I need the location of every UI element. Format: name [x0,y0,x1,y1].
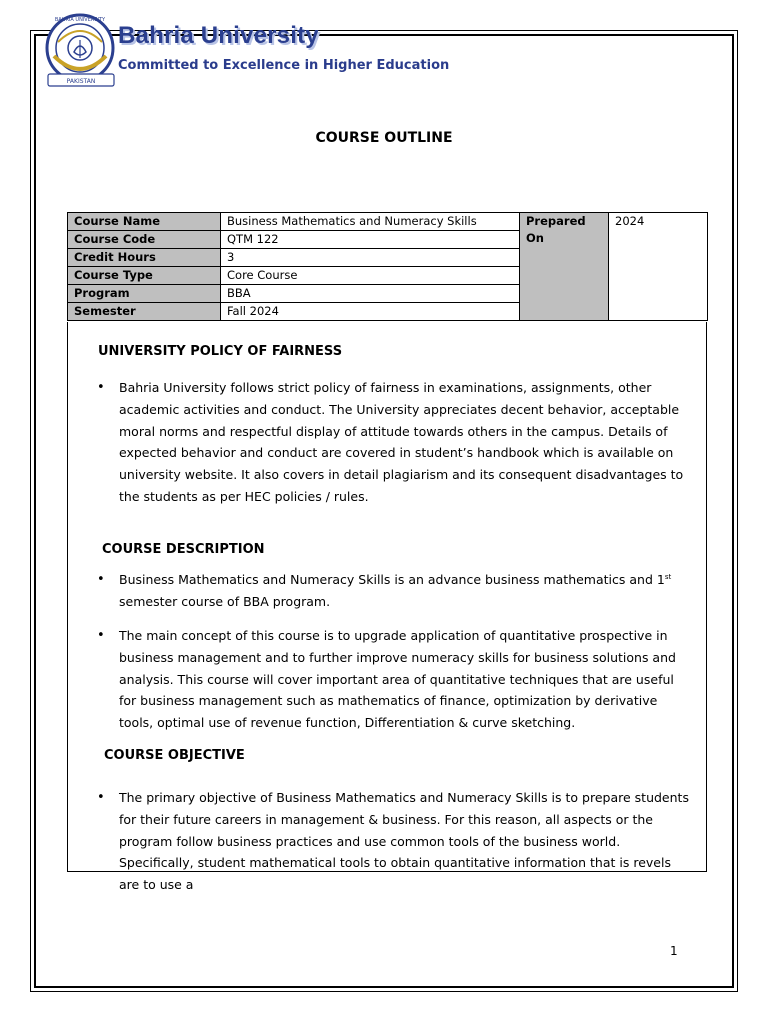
university-tagline: Committed to Excellence in Higher Education [118,58,450,73]
university-name: Bahria University [118,22,319,49]
seal-bottom-text: PAKISTAN [66,78,96,85]
program-value: BBA [221,285,520,303]
course-type-label: Course Type [68,267,221,285]
credit-hours-value: 3 [221,249,520,267]
semester-value: Fall 2024 [221,303,520,321]
objective-bullet: • The primary objective of Business Mathematics and Numeracy Skills is to prepare students for their future careers in management & business. For this reason, all aspects or the program follow business practices and use common tools of the business world. Specifically, student mathematical tools to obtain quantitative information that is revels are to use a [119,787,689,896]
fairness-heading: UNIVERSITY POLICY OF FAIRNESS [98,344,343,359]
description-bullet-2: • The main concept of this course is to upgrade application of quantitative prospective in business management and to further improve numeracy skills for business solutions and analysis. This course will cover important area of quantitative techniques that are useful for business management such as mathematics of finance, optimization by derivative tools, optimal use of revenue function, Differentiation & curve sketching. [119,625,689,734]
description-bullet-1-tail: semester course of BBA program. [119,593,331,609]
document-title: COURSE OUTLINE [315,130,453,146]
program-label: Program [68,285,221,303]
course-name-label: Course Name [68,213,221,231]
description-bullet-1 [119,569,689,613]
page-number: 1 [670,944,678,958]
fairness-bullet: • Bahria University follows strict policy of fairness in examinations, assignments, other academic activities and conduct. The University appreciates decent behavior, acceptable moral norms and respectful display of attitude towards others in the campus. Details of expected behavior and conduct are covered in student’s handbook which is available on university website. It also covers in detail plagiarism and its consequent disadvantages to the students as per HEC policies / rules. [119,377,689,508]
description-bullet-1-main: Business Mathematics and Numeracy Skills is an advance business mathematics and 1 [119,572,665,587]
table-row [68,213,708,231]
course-code-label: Course Code [68,231,221,249]
credit-hours-label: Credit Hours [68,249,221,267]
course-code-value: QTM 122 [221,231,520,249]
course-info-table [67,212,708,321]
objective-heading: COURSE OBJECTIVE [104,748,245,763]
superscript-st: st [664,572,672,581]
seal-top-text: BAHRIA UNIVERSITY [54,17,106,23]
prepared-on-value: 2024 [609,213,708,321]
prepared-on-label: Prepared On [520,213,609,321]
course-name-value: Business Mathematics and Numeracy Skills [221,213,520,231]
semester-label: Semester [68,303,221,321]
university-seal-logo [44,12,118,90]
course-type-value: Core Course [221,267,520,285]
description-heading: COURSE DESCRIPTION [102,542,265,557]
